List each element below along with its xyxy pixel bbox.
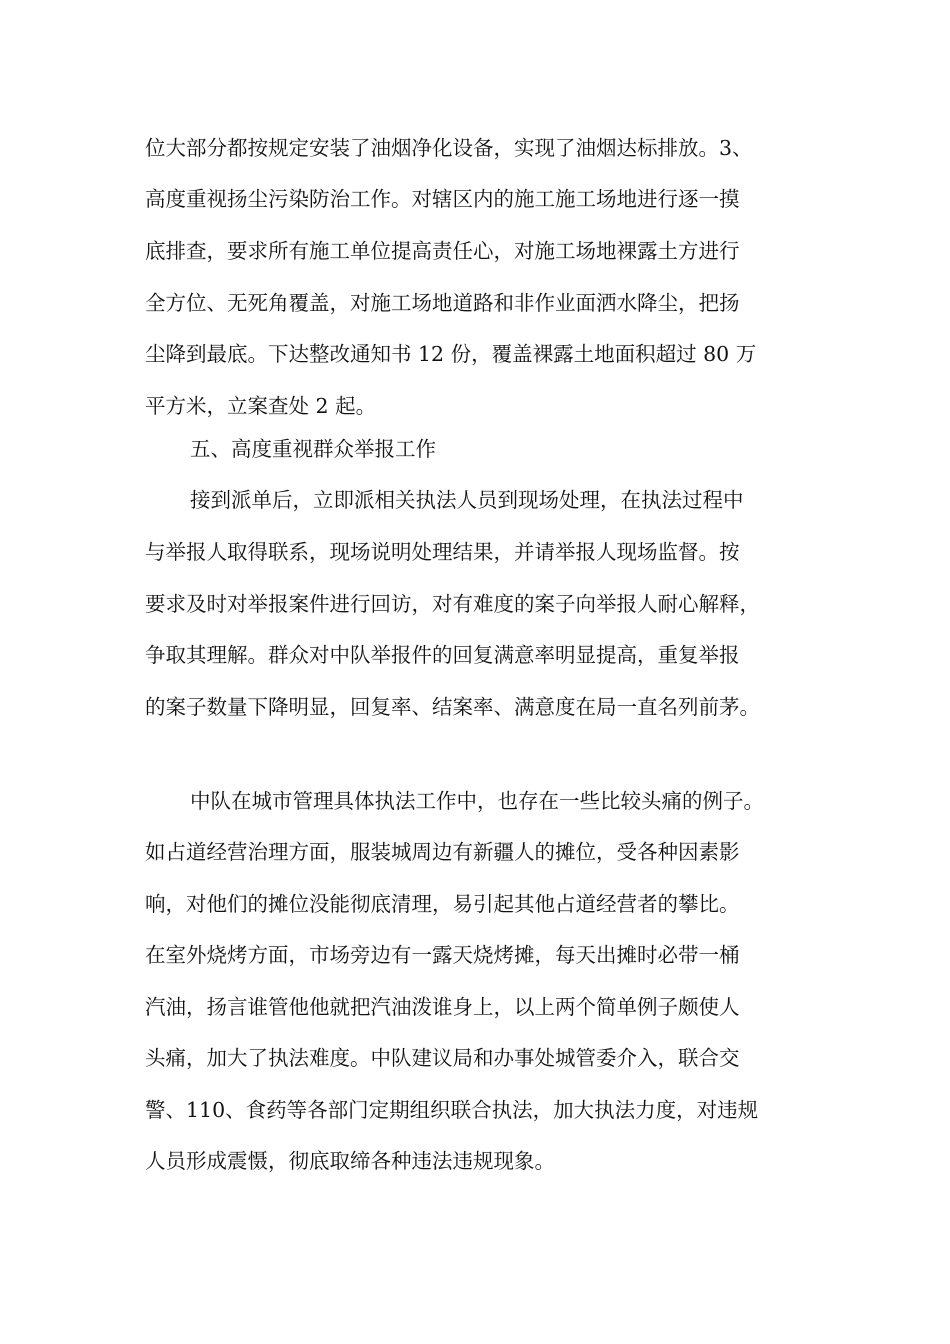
text-line: 如占道经营治理方面，服装城周边有新疆人的摊位，受各种因素影 [145, 840, 740, 864]
text-line: 与举报人取得联系，现场说明处理结果，并请举报人现场监督。按 [145, 540, 740, 564]
text-line: 头痛，加大了执法难度。中队建议局和办事处城管委介入，联合交 [145, 1046, 740, 1070]
text-line: 接到派单后，立即派相关执法人员到现场处理，在执法过程中 [190, 488, 744, 512]
text-line: 警、110、食药等各部门定期组织联合执法，加大执法力度，对违规 [145, 1098, 759, 1122]
text-line: 人员形成震慑，彻底取缔各种违法违规现象。 [145, 1149, 555, 1173]
text-line: 底排查，要求所有施工单位提高责任心，对施工场地裸露土方进行 [145, 239, 740, 263]
text-line: 在室外烧烤方面，市场旁边有一露天烧烤摊，每天出摊时必带一桶 [145, 943, 740, 967]
text-line: 汽油，扬言谁管他他就把汽油泼谁身上，以上两个简单例子颇使人 [145, 995, 740, 1019]
text-line: 要求及时对举报案件进行回访，对有难度的案子向举报人耐心解释， [145, 592, 760, 616]
text-line: 全方位、无死角覆盖，对施工场地道路和非作业面洒水降尘，把扬 [145, 291, 740, 315]
text-line: 尘降到最底。下达整改通知书 12 份，覆盖裸露土地面积超过 80 万 [145, 342, 757, 366]
text-line: 位大部分都按规定安装了油烟净化设备，实现了油烟达标排放。3、 [145, 136, 753, 160]
text-line: 响，对他们的摊位没能彻底清理，易引起其他占道经营者的攀比。 [145, 892, 740, 916]
text-line: 高度重视扬尘污染防治工作。对辖区内的施工施工场地进行逐一摸 [145, 187, 740, 211]
text-line: 中队在城市管理具体执法工作中，也存在一些比较头痛的例子。 [190, 789, 764, 813]
text-line: 争取其理解。群众对中队举报件的回复满意率明显提高，重复举报 [145, 643, 740, 667]
text-line: 平方米，立案查处 2 起。 [145, 394, 377, 418]
section-heading: 五、高度重视群众举报工作 [190, 437, 436, 461]
text-line: 的案子数量下降明显，回复率、结案率、满意度在局一直名列前茅。 [145, 695, 760, 719]
